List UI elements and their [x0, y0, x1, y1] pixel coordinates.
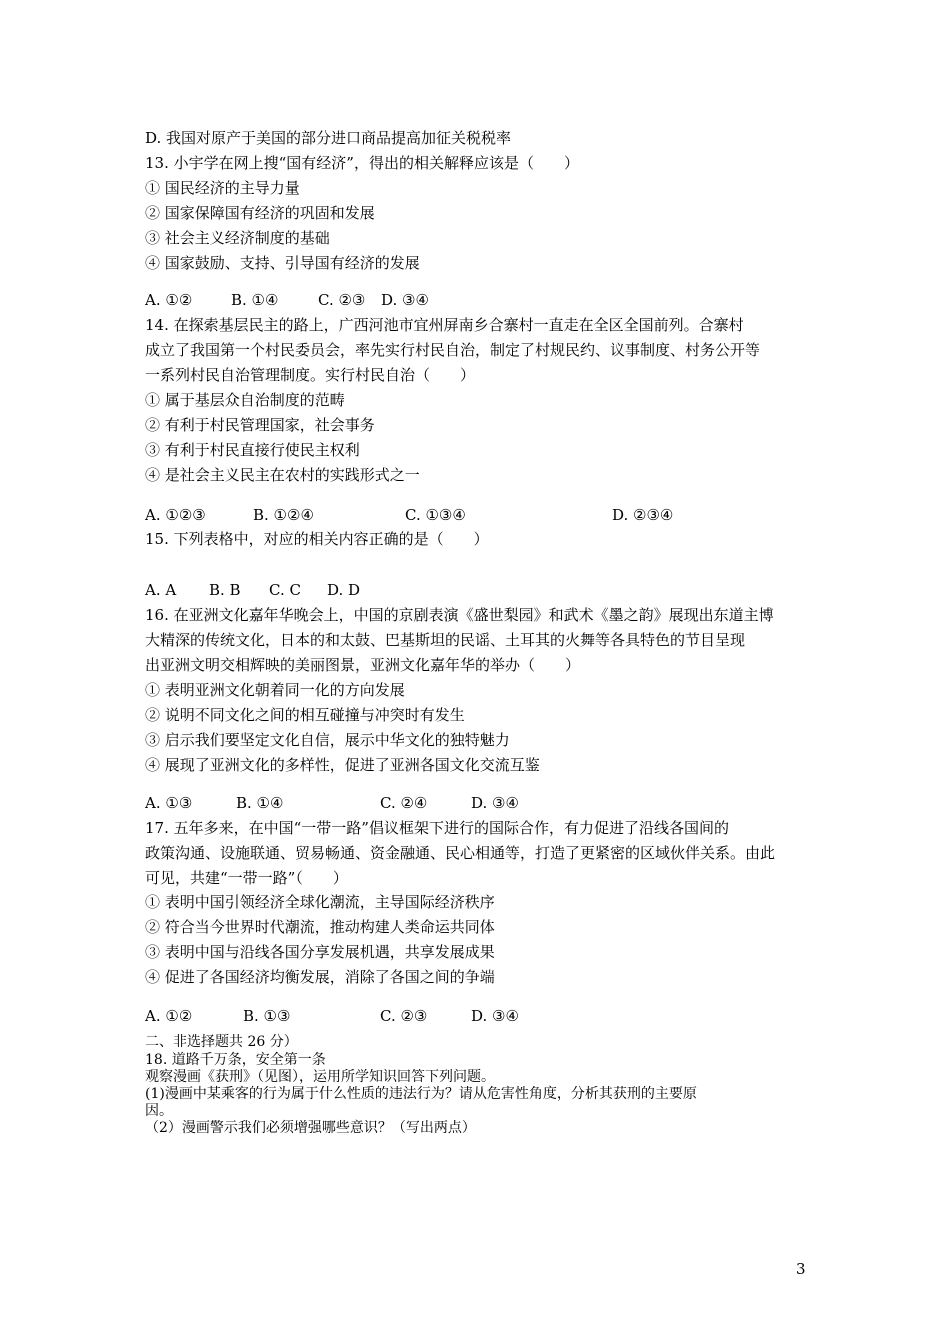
q15-option-c: C. C [269, 581, 301, 599]
q16-item-4: ④ 展现了亚洲文化的多样性，促进了亚洲各国文化交流互鉴 [145, 756, 540, 774]
page-number: 3 [796, 1260, 806, 1278]
q12-option-d: D. 我国对原产于美国的部分进口商品提高加征关税税率 [145, 129, 512, 147]
q18-title: 18. 道路千万条，安全第一条 [145, 1052, 326, 1068]
q18-intro: 观察漫画《获刑》（见图），运用所学知识回答下列问题。 [145, 1069, 495, 1085]
q14-option-d: D. ②③④ [612, 506, 674, 524]
q13-option-d: D. ③④ [381, 291, 429, 309]
q13-item-2: ② 国家保障国有经济的巩固和发展 [145, 204, 375, 222]
q16-option-c: C. ②④ [380, 794, 428, 812]
q16-item-3: ③ 启示我们要坚定文化自信，展示中华文化的独特魅力 [145, 731, 510, 749]
q13-item-1: ① 国民经济的主导力量 [145, 179, 300, 197]
q18-sub2: （2）漫画警示我们必须增强哪些意识？（写出两点） [145, 1120, 476, 1136]
q16-stem-line-3: 出亚洲文明交相辉映的美丽图景，亚洲文化嘉年华的举办（ ） [145, 656, 581, 674]
q17-stem-line-1: 17. 五年多来，在中国“一带一路”倡议框架下进行的国际合作，有力促进了沿线各国间的 [145, 819, 729, 837]
q14-option-a: A. ①②③ [145, 506, 206, 524]
q15-option-d: D. D [327, 581, 361, 599]
q14-option-b: B. ①②④ [253, 506, 314, 524]
q17-item-3: ③ 表明中国与沿线各国分享发展机遇，共享发展成果 [145, 943, 495, 961]
q16-item-2: ② 说明不同文化之间的相互碰撞与冲突时有发生 [145, 706, 465, 724]
q17-stem-line-2: 政策沟通、设施联通、贸易畅通、资金融通、民心相通等，打造了更紧密的区域伙伴关系。由此 [145, 844, 776, 862]
q14-item-1: ① 属于基层众自治制度的范畴 [145, 391, 345, 409]
q17-item-4: ④ 促进了各国经济均衡发展，消除了各国之间的争端 [145, 968, 495, 986]
q13-option-b: B. ①④ [231, 291, 279, 309]
q17-item-2: ② 符合当今世界时代潮流，推动构建人类命运共同体 [145, 918, 495, 936]
section-2-heading: 二、非选择题共 26 分） [145, 1034, 298, 1050]
q17-option-d: D. ③④ [471, 1007, 519, 1025]
q14-stem-line-3: 一系列村民自治管理制度。实行村民自治（ ） [145, 366, 476, 384]
q14-item-3: ③ 有利于村民直接行使民主权利 [145, 441, 360, 459]
q17-item-1: ① 表明中国引领经济全球化潮流，主导国际经济秩序 [145, 893, 495, 911]
q14-item-4: ④ 是社会主义民主在农村的实践形式之一 [145, 466, 420, 484]
q16-stem-line-2: 大精深的传统文化，日本的和太鼓、巴基斯坦的民谣、土耳其的火舞等各具特色的节目呈现 [145, 631, 746, 649]
q13-item-4: ④ 国家鼓励、支持、引导国有经济的发展 [145, 254, 420, 272]
q15-option-a: A. A [145, 581, 177, 599]
q16-option-a: A. ①③ [145, 794, 193, 812]
q17-option-c: C. ②③ [380, 1007, 428, 1025]
q18-sub1-line-1: (1)漫画中某乘客的行为属于什么性质的违法行为？请从危害性角度，分析其获刑的主要原 [145, 1086, 697, 1102]
q13-option-c: C. ②③ [318, 291, 366, 309]
q16-item-1: ① 表明亚洲文化朝着同一化的方向发展 [145, 681, 405, 699]
q17-option-b: B. ①③ [243, 1007, 291, 1025]
q16-stem-line-1: 16. 在亚洲文化嘉年华晚会上，中国的京剧表演《盛世梨园》和武术《墨之韵》展现出东道主博 [145, 606, 774, 624]
q17-stem-line-3: 可见，共建“一带一路”（ ） [145, 869, 348, 887]
q14-option-c: C. ①③④ [405, 506, 466, 524]
q13-stem: 13. 小宇学在网上搜“国有经济”，得出的相关解释应该是（ ） [145, 154, 579, 172]
q14-stem-line-2: 成立了我国第一个村民委员会，率先实行村民自治，制定了村规民约、议事制度、村务公开等 [145, 341, 761, 359]
q16-option-d: D. ③④ [471, 794, 519, 812]
q16-option-b: B. ①④ [236, 794, 284, 812]
q13-item-3: ③ 社会主义经济制度的基础 [145, 229, 330, 247]
q17-option-a: A. ①② [145, 1007, 193, 1025]
q18-sub1-line-2: 因。 [145, 1103, 173, 1119]
q15-option-b: B. B [209, 581, 241, 599]
q14-item-2: ② 有利于村民管理国家，社会事务 [145, 416, 375, 434]
q15-stem: 15. 下列表格中，对应的相关内容正确的是（ ） [145, 530, 489, 548]
q13-option-a: A. ①② [145, 291, 193, 309]
q14-stem-line-1: 14. 在探索基层民主的路上，广西河池市宜州屏南乡合寨村一直走在全区全国前列。合寨村 [145, 316, 744, 334]
